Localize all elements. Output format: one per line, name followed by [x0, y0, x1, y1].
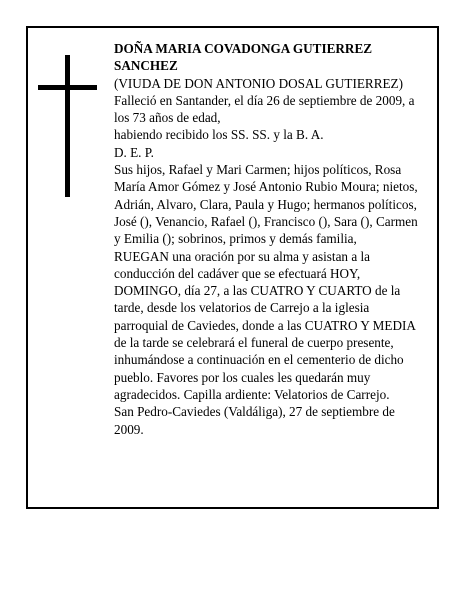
deceased-name: DOÑA MARIA COVADONGA GUTIERREZ SANCHEZ: [114, 41, 373, 74]
widow-of: (VIUDA DE DON ANTONIO DOSAL GUTIERREZ): [114, 75, 403, 91]
place-date: San Pedro-Caviedes (Valdáliga), 27 de septiembre de 2009.: [114, 404, 395, 437]
rip-line: D. E. P.: [114, 144, 154, 160]
cross-icon-bar: [38, 85, 97, 90]
funeral-request: RUEGAN una oración por su alma y asistan a la conducción del cadáver que se efectuará HOY, DOMINGO, día 27, a las CUATRO Y CUARTO de la tarde, desde los velatorios de Carrejo a la iglesia parroquial de Caviedes, donde a las CUATRO Y MEDIA de la tarde se celebrará el funeral de cuerpo presente, inhumándose a continuación en el cementerio de dicho pueblo. Favores por los cuales les quedarán muy agradecidos. Capilla ardiente: Velatorios de Carrejo.: [114, 248, 416, 402]
obituary-text: [114, 40, 424, 438]
cross-icon: [65, 55, 70, 197]
sacraments: habiendo recibido los SS. SS. y la B. A.: [114, 127, 324, 143]
family-list: Sus hijos, Rafael y Mari Carmen; hijos políticos, Rosa María Amor Gómez y José Antonio Rubio Moura; nietos, Adrián, Alvaro, Clara, Paula y Hugo; hermanos políticos, José (), Venancio, Rafael (), Francisco (), Sara (), Carmen y Emilia (); sobrinos, primos y demás familia,: [114, 162, 418, 247]
death-info: Falleció en Santander, el día 26 de septiembre de 2009, a los 73 años de edad,: [114, 92, 415, 126]
